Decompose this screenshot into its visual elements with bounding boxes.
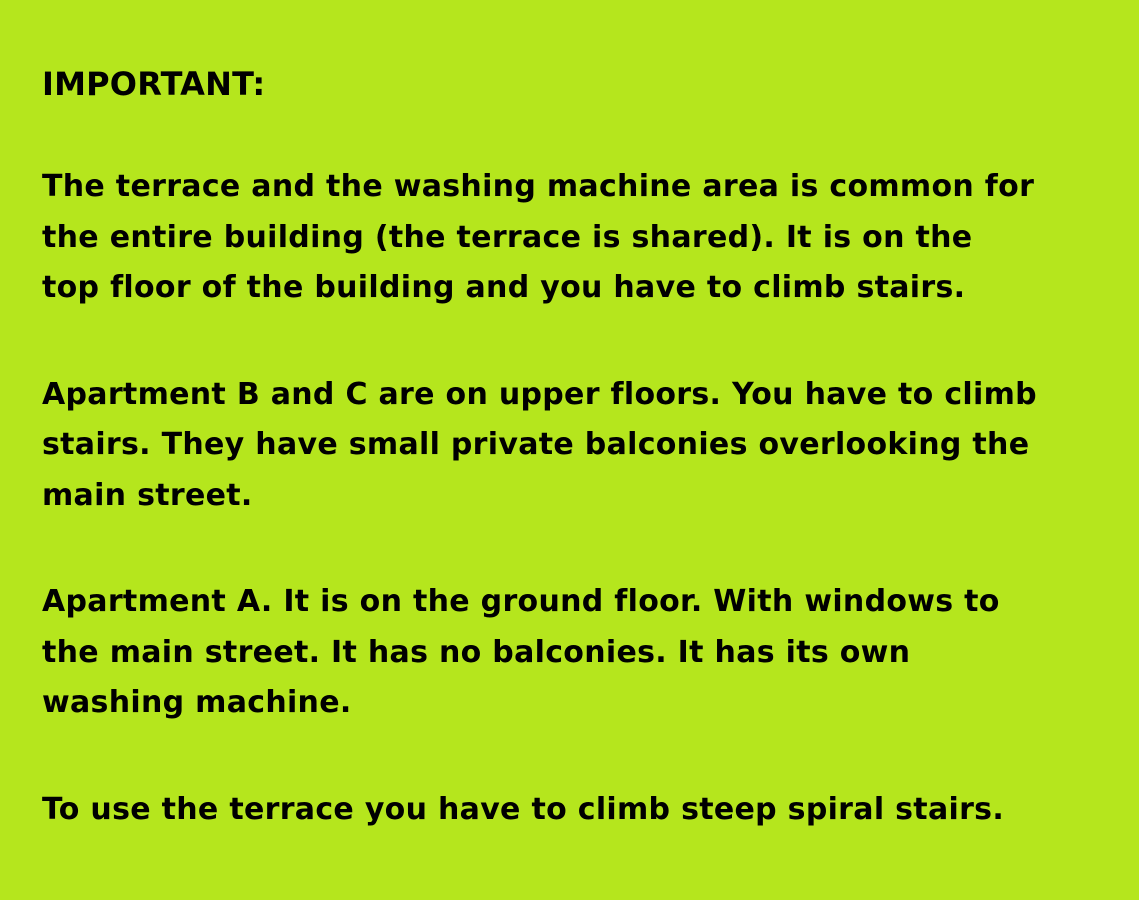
apartments-b-c-paragraph: Apartment B and C are on upper floors. You have to climb stairs. They have small private balconies overlooking the main street. xyxy=(42,376,1037,513)
spiral-stairs-paragraph: To use the terrace you have to climb steep spiral stairs. xyxy=(42,791,1005,827)
terrace-paragraph: The terrace and the washing machine area is common for the entire building (the terrace is shared). It is on the top floor of the building and you have to climb stairs. xyxy=(42,169,1035,305)
notice-heading: IMPORTANT: xyxy=(42,65,266,103)
notice-document xyxy=(42,62,1102,835)
apartment-a-paragraph: Apartment A. It is on the ground floor. With windows to the main street. It has no balconies. It has its own washing machine. xyxy=(42,584,1000,720)
